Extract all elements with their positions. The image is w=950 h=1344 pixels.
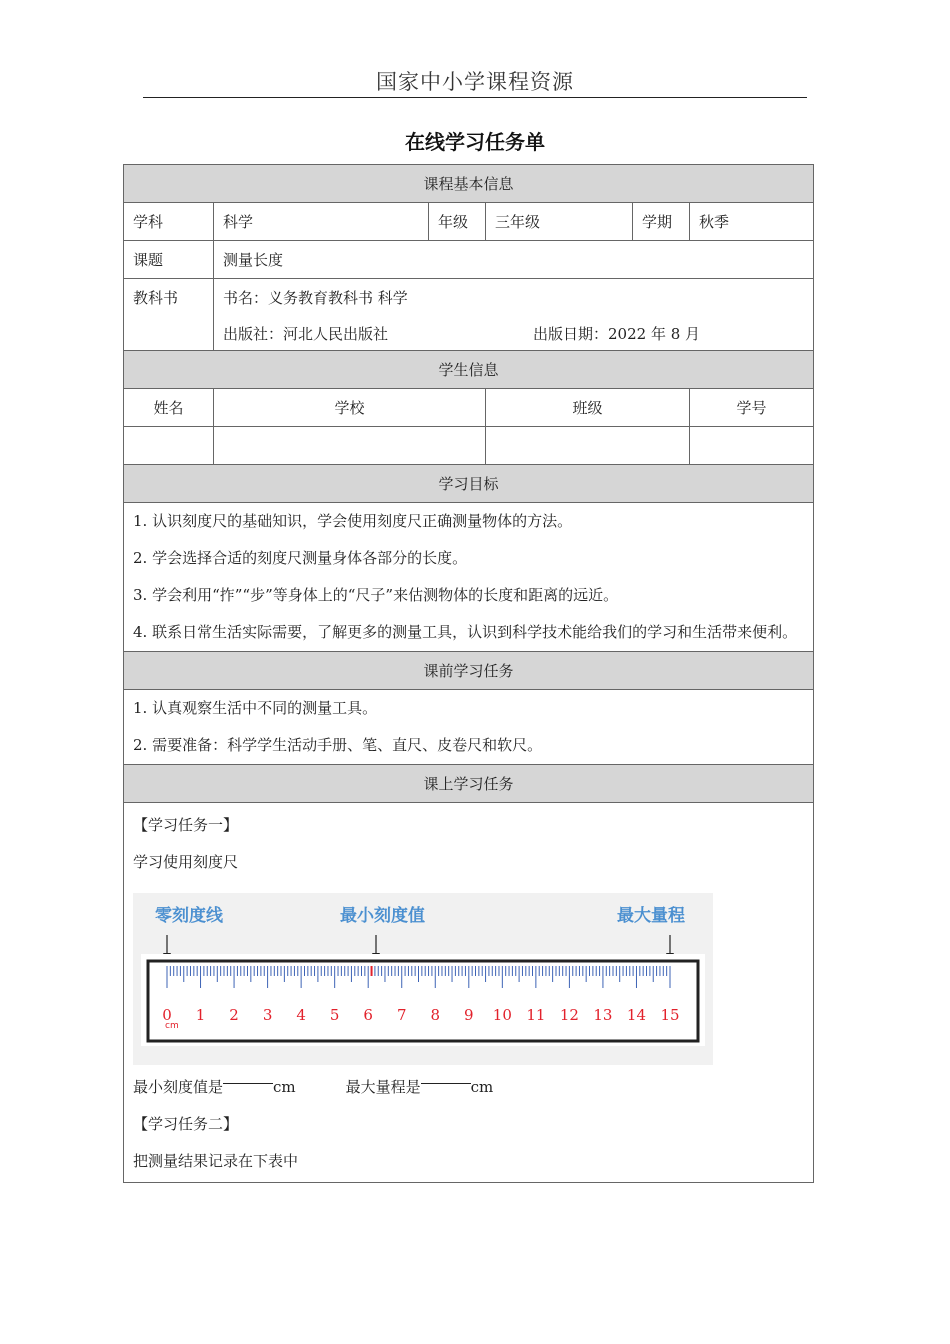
fill-blank-line <box>133 1069 804 1106</box>
ruler-number: 4 <box>296 1006 306 1024</box>
col-student-id: 学号 <box>690 389 814 427</box>
task1-desc: 学习使用刻度尺 <box>133 853 239 871</box>
document-title: 在线学习任务单 <box>405 130 545 154</box>
term-value: 秋季 <box>690 203 814 241</box>
min-scale-label: 最小刻度值 <box>340 906 425 926</box>
max-range-text: 最大量程是 <box>345 1078 421 1096</box>
min-value-label: 最小刻度值是 <box>133 1078 224 1096</box>
max-range-unit: cm <box>470 1078 494 1096</box>
ruler-number: 11 <box>526 1006 546 1024</box>
section-class-tasks: 课上学习任务 <box>124 765 814 803</box>
school-input[interactable] <box>214 427 486 465</box>
header-divider <box>143 97 807 98</box>
topic-value: 测量长度 <box>214 241 814 279</box>
ruler-number: 0 <box>162 1006 172 1024</box>
topic-label: 课题 <box>124 241 214 279</box>
goal-item: 4. 联系日常生活实际需要，了解更多的测量工具，认识到科学技术能给我们的学习和生活带来便利。 <box>133 623 798 641</box>
textbook-label <box>124 279 214 351</box>
col-school: 学校 <box>214 389 486 427</box>
section-goals: 学习目标 <box>124 465 814 503</box>
section-basic-info: 课程基本信息 <box>124 165 814 203</box>
ruler-diagram <box>133 893 713 1065</box>
goal-item: 1. 认识刻度尺的基础知识，学会使用刻度尺正确测量物体的方法。 <box>133 512 573 530</box>
grade-label: 年级 <box>429 203 486 241</box>
student-id-input[interactable] <box>690 427 814 465</box>
name-input[interactable] <box>124 427 214 465</box>
ruler-number: 14 <box>626 1006 647 1024</box>
max-range-blank[interactable] <box>421 1069 471 1084</box>
goal-item: 3. 学会利用“拃”“步”等身体上的“尺子”来估测物体的长度和距离的远近。 <box>133 586 619 604</box>
goal-item: 2. 学会选择合适的刻度尺测量身体各部分的长度。 <box>133 549 468 567</box>
ruler-number: 6 <box>363 1006 373 1024</box>
class-tasks-content <box>124 803 814 1183</box>
ruler-number: 10 <box>492 1006 512 1024</box>
publish-date: 出版日期：2022 年 8 月 <box>533 325 701 343</box>
min-value-unit: cm <box>273 1078 296 1096</box>
ruler-number: 7 <box>396 1006 407 1024</box>
goals-list <box>124 503 814 652</box>
section-student-info: 学生信息 <box>124 351 814 389</box>
pre-tasks-list <box>124 690 814 765</box>
book-name: 书名：义务教育教科书 科学 <box>223 289 408 307</box>
ruler-number: 2 <box>229 1006 239 1024</box>
ruler-number: 1 <box>195 1006 206 1024</box>
ruler-number: 8 <box>430 1006 441 1024</box>
pre-task-item: 1. 认真观察生活中不同的测量工具。 <box>133 699 378 717</box>
pre-task-item: 2. 需要准备：科学学生活动手册、笔、直尺、皮卷尺和软尺。 <box>133 736 543 754</box>
task2-title: 【学习任务二】 <box>133 1115 239 1133</box>
ruler-number: 13 <box>593 1006 613 1024</box>
ruler-unit-label: cm <box>165 1021 179 1031</box>
subject-label: 学科 <box>124 203 214 241</box>
grade-value: 三年级 <box>486 203 633 241</box>
col-class: 班级 <box>486 389 690 427</box>
task2-desc: 把测量结果记录在下表中 <box>133 1152 299 1170</box>
ruler-number: 5 <box>329 1006 340 1024</box>
subject-value: 科学 <box>214 203 429 241</box>
site-title: 国家中小学课程资源 <box>376 70 574 94</box>
task1-title: 【学习任务一】 <box>133 816 239 834</box>
zero-line-label: 零刻度线 <box>155 906 223 926</box>
task-sheet-table <box>123 164 814 1183</box>
section-pre-tasks: 课前学习任务 <box>124 652 814 690</box>
ruler-number: 12 <box>559 1006 579 1024</box>
col-name: 姓名 <box>124 389 214 427</box>
ruler-number: 9 <box>464 1006 474 1024</box>
ruler-number: 3 <box>262 1006 273 1024</box>
ruler-figure <box>133 893 713 1065</box>
ruler-number: 15 <box>660 1006 680 1024</box>
min-value-blank[interactable] <box>223 1069 273 1084</box>
max-range-label: 最大量程 <box>617 906 685 926</box>
term-label: 学期 <box>633 203 690 241</box>
textbook-label-text: 教科书 <box>133 289 179 307</box>
class-input[interactable] <box>486 427 690 465</box>
textbook-info <box>214 279 814 351</box>
publisher: 出版社：河北人民出版社 <box>223 325 389 343</box>
